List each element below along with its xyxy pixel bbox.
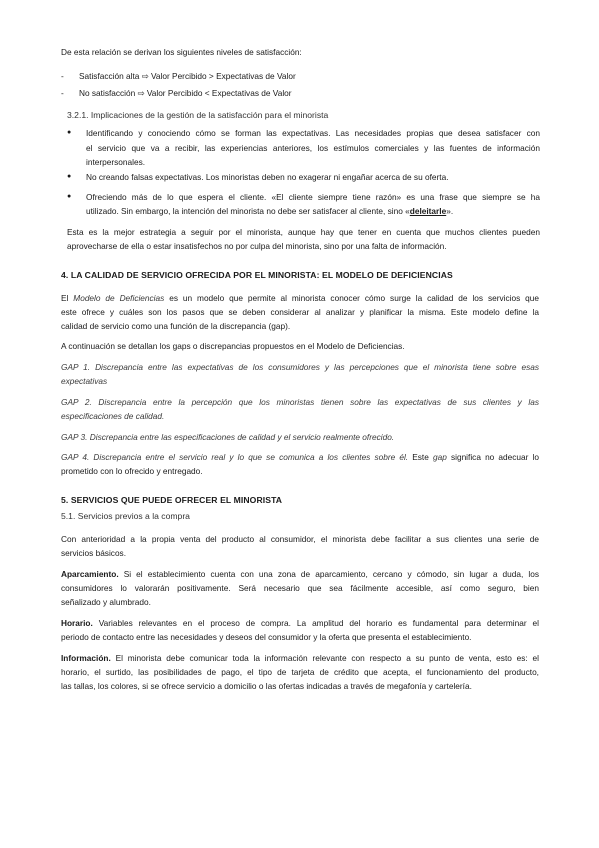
gap-1-line-1: GAP 1. Discrepancia entre las expectativas de los consumidores y las percepciones que el minorista tiene sobre esas [61,362,539,372]
gap-4-line-1: GAP 4. Discrepancia entre el servicio real y lo que se comunica a los clientes sobre él. Este gap significa no adecuar lo [61,452,539,462]
information-line-3: las tallas, los colores, si se ofrece servicio a domicilio o las ofertas indicadas a través de megafonía y cartelería. [61,681,472,691]
model-paragraph-line-3: calidad de servicio como una función de la discrepancia (gap). [61,321,291,331]
section-5-heading: 5. SERVICIOS QUE PUEDE OFRECER EL MINORISTA [61,495,283,505]
strategy-paragraph-line-1: Esta es la mejor estrategia a seguir por el minorista, aunque hay que tener en cuenta que muchos clientes pueden [67,227,540,237]
schedule-line-1: Horario. Variables relevantes en el proceso de compra. La amplitud del horario es fundamental para determinar el [61,618,539,628]
prev-services-line-2: servicios básicos. [61,548,127,558]
bullet-icon: ● [67,129,72,136]
parking-line-3: señalizado y alumbrado. [61,597,151,607]
bullet-1-line-3: interpersonales. [86,157,146,167]
parking-line-2: consumidores lo valorarán positivamente. Será necesario que sea fácilmente accesible, así como seguro, bien [61,583,539,593]
prev-services-line-1: Con anterioridad a la propia venta del producto al consumidor, el minorista debe facilitar a sus clientes una serie de [61,534,539,544]
bullet-icon: ● [67,193,72,200]
information-line-2: horario, el surtido, las posibilidades de pago, el tipo de tarjeta de crédito que acepta, el funcionamiento del producto, [61,667,539,677]
bullet-icon: ● [67,173,72,180]
subsection-5-1-title: 5.1. Servicios previos a la compra [61,511,190,521]
gap-3: GAP 3. Discrepancia entre las especificaciones de calidad y el servicio realmente ofrecido. [61,432,395,442]
section-4-heading: 4. LA CALIDAD DE SERVICIO OFRECIDA POR EL MINORISTA: EL MODELO DE DEFICIENCIAS [61,270,453,280]
strategy-paragraph-line-2: aprovecharse de ella o estar insatisfechos no por culpa del minorista, sino por una falta de información. [67,241,447,251]
subsection-3-2-1-title: 3.2.1. Implicaciones de la gestión de la satisfacción para el minorista [67,110,329,120]
information-line-1: Información. El minorista debe comunicar toda la información relevante con respecto a su punto de venta, esto es: el [61,653,539,663]
satisfaction-level-high: Satisfacción alta ⇨ Valor Percibido > Expectativas de Valor [79,71,296,81]
dash-marker: - [61,71,64,81]
gap-2-line-1: GAP 2. Discrepancia entre la percepción que los minoristas tienen sobre las expectativas de sus clientes y las [61,397,539,407]
satisfaction-level-none: No satisfacción ⇨ Valor Percibido < Expectativas de Valor [79,88,292,98]
gap-1-line-2: expectativas [61,376,108,386]
gaps-intro: A continuación se detallan los gaps o discrepancias propuestos en el Modelo de Deficiencias. [61,341,405,351]
model-paragraph-line-1: El Modelo de Deficiencias es un modelo que permite al minorista conocer cómo surge la calidad de los servicios que [61,293,539,303]
model-paragraph-line-2: este ofrece y cuáles son los pasos que se deben considerar al analizar y planificar la misma. Este modelo define la [61,307,539,317]
emphasis-deleitarle: deleitarle [409,206,447,216]
gap-4-line-2: prometido con lo ofrecido y entregado. [61,466,203,476]
schedule-line-2: periodo de contacto entre las necesidades y deseos del consumidor y la oferta que presenta el establecimiento. [61,632,472,642]
dash-marker: - [61,88,64,98]
bullet-2: No creando falsas expectativas. Los minoristas deben no exagerar ni engañar acerca de su oferta. [86,172,449,182]
bullet-3-line-2: utilizado. Sin embargo, la intención del minorista no debe ser satisfacer al cliente, sino «deleitarle». [86,206,454,216]
bullet-3-line-1: Ofreciendo más de lo que espera el cliente. «El cliente siempre tiene razón» es una frase que siempre se ha [86,192,540,202]
bullet-1-line-1: Identificando y conociendo cómo se forman las expectativas. Las necesidades propias que desea satisfacer con [86,128,540,138]
intro-text: De esta relación se derivan los siguientes niveles de satisfacción: [61,47,302,57]
gap-2-line-2: especificaciones de calidad. [61,411,165,421]
parking-line-1: Aparcamiento. Si el establecimiento cuenta con una zona de aparcamiento, cercano y cómodo, sin lugar a duda, los [61,569,539,579]
bullet-1-line-2: el servicio que va a recibir, las experiencias anteriores, los estímulos comerciales y las fuentes de información [86,143,540,153]
